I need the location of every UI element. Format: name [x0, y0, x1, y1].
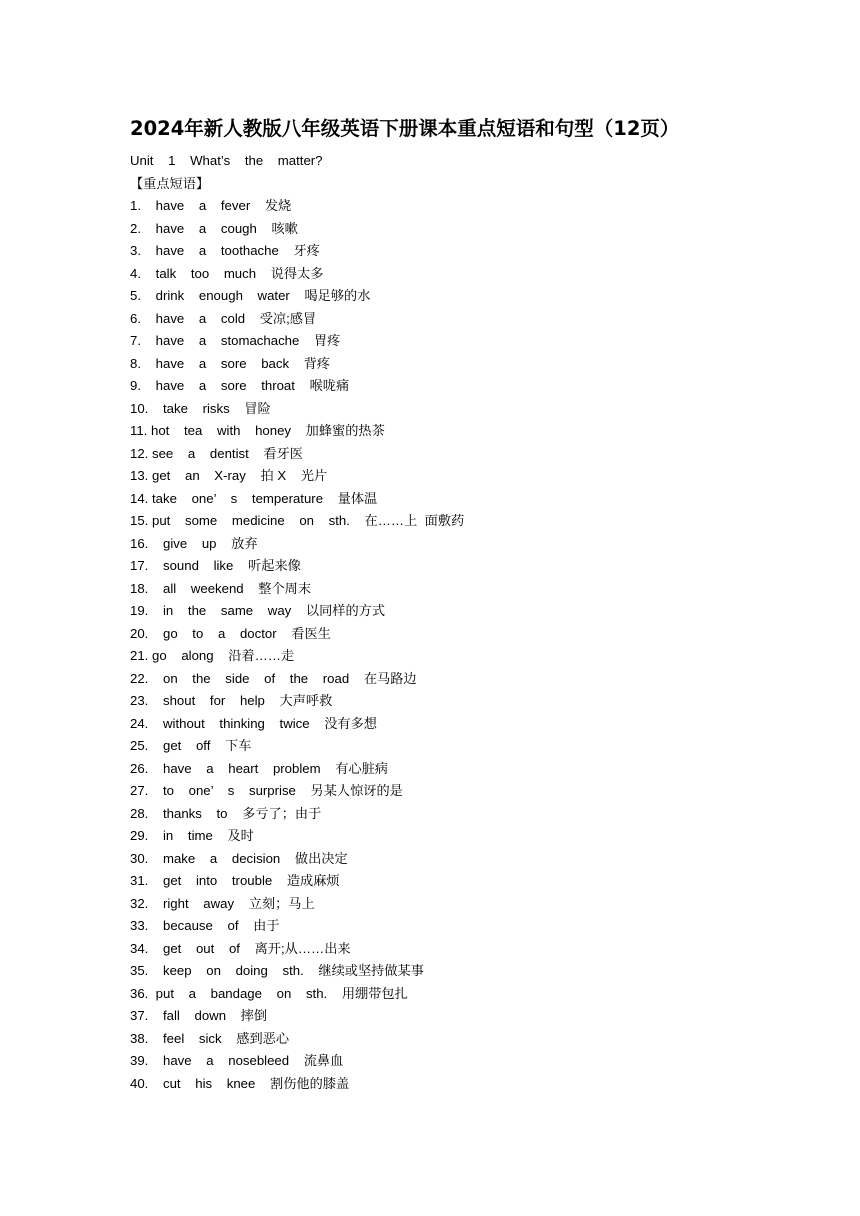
phrase-item: 18. all weekend 整个周末 — [130, 580, 312, 596]
phrase-item: 38. feel sick 感到恶心 — [130, 1030, 290, 1046]
section-heading: 【重点短语】 — [130, 175, 210, 191]
phrase-item: 24. without thinking twice 没有多想 — [130, 715, 377, 731]
phrase-list — [130, 195, 770, 1095]
phrase-item: 6. have a cold 受凉;感冒 — [130, 310, 317, 326]
phrase-item: 32. right away 立刻；马上 — [130, 895, 315, 911]
phrase-item: 14. take one’ s temperature 量体温 — [130, 490, 378, 506]
phrase-item: 34. get out of 离开;从……出来 — [130, 940, 351, 956]
phrase-item: 22. on the side of the road 在马路边 — [130, 670, 417, 686]
phrase-item: 17. sound like 听起来像 — [130, 558, 301, 573]
phrase-item: 40. cut his knee 割伤他的膝盖 — [130, 1075, 350, 1091]
phrase-item: 36. put a bandage on sth. 用绷带包扎 — [130, 985, 408, 1001]
document-body — [130, 150, 770, 1095]
phrase-item: 12. see a dentist 看牙医 — [130, 445, 303, 461]
phrase-item: 29. in time 及时 — [130, 828, 254, 843]
phrase-item: 4. talk too much 说得太多 — [130, 265, 324, 281]
phrase-item: 21. go along 沿着……走 — [130, 648, 295, 663]
phrase-item: 20. go to a doctor 看医生 — [130, 625, 331, 641]
phrase-item: 5. drink enough water 喝足够的水 — [130, 288, 371, 303]
phrase-item: 26. have a heart problem 有心脏病 — [130, 760, 388, 776]
phrase-item: 23. shout for help 大声呼救 — [130, 693, 333, 708]
phrase-item: 19. in the same way 以同样的方式 — [130, 603, 386, 618]
document-title: 2024年新人教版八年级英语下册课本重点短语和句型（12页） — [130, 117, 680, 140]
phrase-item: 35. keep on doing sth. 继续或坚持做某事 — [130, 963, 424, 978]
phrase-item: 37. fall down 摔倒 — [130, 1008, 268, 1023]
phrase-item: 33. because of 由于 — [130, 918, 280, 933]
phrase-item: 28. thanks to 多亏了；由于 — [130, 805, 322, 821]
phrase-item: 13. get an X-ray 拍 X 光片 — [130, 468, 328, 483]
phrase-item: 11. hot tea with honey 加蜂蜜的热茶 — [130, 423, 385, 438]
phrase-item: 39. have a nosebleed 流鼻血 — [130, 1053, 344, 1068]
unit-heading: Unit 1 What’s the matter? — [130, 153, 323, 168]
phrase-item: 31. get into trouble 造成麻烦 — [130, 873, 340, 888]
phrase-item: 16. give up 放弃 — [130, 535, 258, 551]
phrase-item: 27. to one’ s surprise 另某人惊讶的是 — [130, 783, 403, 798]
phrase-item: 7. have a stomachache 胃疼 — [130, 333, 341, 348]
phrase-item: 25. get off 下车 — [130, 738, 252, 753]
phrase-item: 10. take risks 冒险 — [130, 400, 271, 416]
phrase-item: 3. have a toothache 牙疼 — [130, 243, 320, 258]
phrase-item: 8. have a sore back 背疼 — [130, 355, 331, 371]
phrase-item: 9. have a sore throat 喉咙痛 — [130, 378, 350, 393]
phrase-item: 15. put some medicine on sth. 在……上 面敷药 — [130, 513, 465, 528]
phrase-item: 1. have a fever 发烧 — [130, 198, 292, 213]
phrase-item: 30. make a decision 做出决定 — [130, 850, 348, 866]
phrase-item: 2. have a cough 咳嗽 — [130, 220, 298, 236]
